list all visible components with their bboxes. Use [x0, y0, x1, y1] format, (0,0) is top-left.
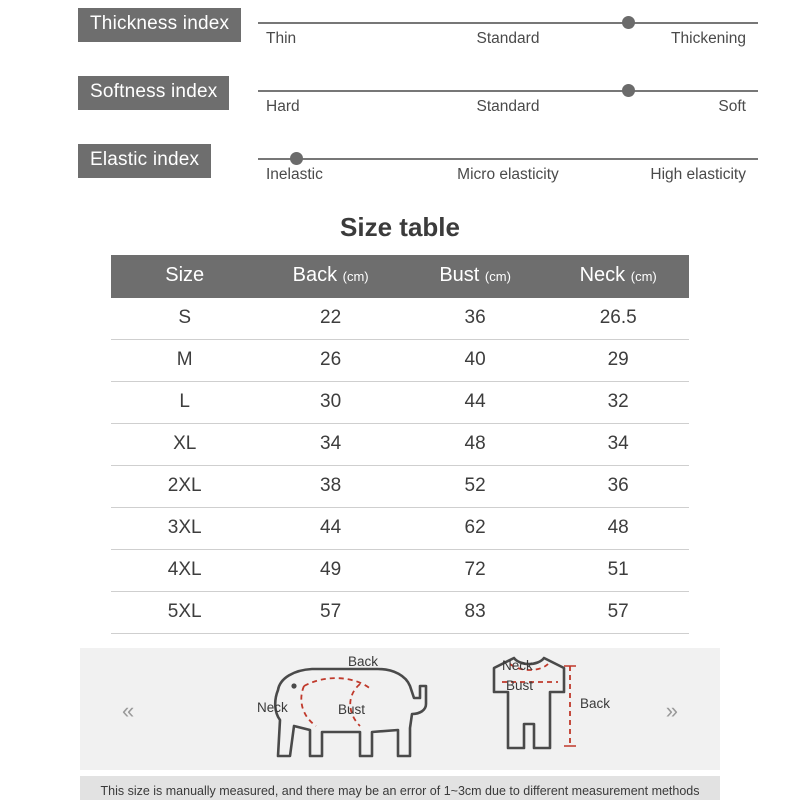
prev-arrow-icon[interactable]: « — [122, 698, 135, 723]
cell-size: M — [111, 340, 258, 382]
cell-bust: 40 — [403, 340, 548, 382]
size-table — [111, 255, 689, 634]
table-row — [111, 550, 689, 592]
index-tick-label: High elasticity — [650, 166, 746, 183]
cell-neck: 26.5 — [547, 298, 689, 340]
column-header-unit: (cm) — [630, 269, 657, 284]
dog-label-neck: Neck — [257, 700, 288, 715]
index-tick-label: Standard — [476, 30, 540, 47]
shirt-diagram — [450, 652, 630, 764]
cell-neck: 29 — [547, 340, 689, 382]
index-label-elastic: Elastic index — [78, 144, 211, 178]
index-tick-label: Inelastic — [266, 166, 323, 183]
table-row — [111, 592, 689, 634]
column-header-bust — [403, 255, 548, 298]
cell-size: XL — [111, 424, 258, 466]
index-tick-label: Hard — [266, 98, 300, 115]
index-track-softness — [258, 90, 758, 92]
table-header-row — [111, 255, 689, 298]
table-row — [111, 298, 689, 340]
index-tick-label: Standard — [476, 98, 540, 115]
index-row-elastic — [0, 136, 800, 204]
cell-bust: 44 — [403, 382, 548, 424]
cell-neck: 51 — [547, 550, 689, 592]
index-tick-label: Thin — [266, 30, 297, 47]
cell-back: 44 — [258, 508, 403, 550]
cell-back: 57 — [258, 592, 403, 634]
cell-back: 26 — [258, 340, 403, 382]
column-header-text: Back — [292, 264, 338, 286]
shirt-label-back: Back — [580, 696, 611, 711]
shirt-label-neck: Neck — [502, 658, 533, 673]
index-row-softness — [0, 68, 800, 136]
cell-size: 3XL — [111, 508, 258, 550]
index-ticks-thickness — [258, 30, 758, 48]
column-header-text: Neck — [579, 264, 626, 286]
index-tick-label: Soft — [718, 98, 746, 115]
index-label-thickness: Thickness index — [78, 8, 241, 42]
size-table-title: Size table — [340, 212, 460, 242]
index-ticks-elastic — [258, 166, 758, 184]
dog-diagram — [257, 654, 440, 764]
index-marker-softness — [622, 84, 635, 97]
index-tick-label: Micro elasticity — [457, 166, 559, 183]
dog-label-back: Back — [348, 654, 379, 669]
index-section — [0, 0, 800, 204]
index-marker-thickness — [622, 16, 635, 29]
column-header-size — [111, 255, 258, 298]
table-row — [111, 382, 689, 424]
cell-neck: 32 — [547, 382, 689, 424]
cell-bust: 62 — [403, 508, 548, 550]
table-row — [111, 466, 689, 508]
cell-neck: 48 — [547, 508, 689, 550]
cell-neck: 36 — [547, 466, 689, 508]
column-header-text: Bust — [439, 264, 480, 286]
table-row — [111, 508, 689, 550]
cell-bust: 48 — [403, 424, 548, 466]
column-header-unit: (cm) — [484, 269, 511, 284]
index-label-softness: Softness index — [78, 76, 229, 110]
cell-neck: 34 — [547, 424, 689, 466]
shirt-label-bust: Bust — [506, 678, 534, 693]
cell-size: 5XL — [111, 592, 258, 634]
table-row — [111, 424, 689, 466]
cell-bust: 52 — [403, 466, 548, 508]
index-ticks-softness — [258, 98, 758, 116]
cell-size: L — [111, 382, 258, 424]
column-header-unit: (cm) — [342, 269, 369, 284]
column-header-neck — [547, 255, 689, 298]
cell-bust: 36 — [403, 298, 548, 340]
index-tick-label: Thickening — [671, 30, 746, 47]
cell-bust: 83 — [403, 592, 548, 634]
dog-label-bust: Bust — [338, 702, 366, 717]
measurement-diagram — [80, 648, 720, 770]
next-arrow-icon[interactable]: » — [665, 698, 678, 723]
cell-back: 34 — [258, 424, 403, 466]
index-track-elastic — [258, 158, 758, 160]
cell-neck: 57 — [547, 592, 689, 634]
table-row — [111, 340, 689, 382]
cell-size: S — [111, 298, 258, 340]
index-track-thickness — [258, 22, 758, 24]
measurement-note: This size is manually measured, and there may be an error of 1~3cm due to different measurement methods — [80, 776, 720, 800]
index-row-thickness — [0, 0, 800, 68]
cell-back: 22 — [258, 298, 403, 340]
cell-size: 2XL — [111, 466, 258, 508]
cell-bust: 72 — [403, 550, 548, 592]
column-header-text: Size — [165, 264, 205, 286]
index-marker-elastic — [290, 152, 303, 165]
cell-back: 30 — [258, 382, 403, 424]
cell-size: 4XL — [111, 550, 258, 592]
column-header-back — [258, 255, 403, 298]
cell-back: 49 — [258, 550, 403, 592]
cell-back: 38 — [258, 466, 403, 508]
